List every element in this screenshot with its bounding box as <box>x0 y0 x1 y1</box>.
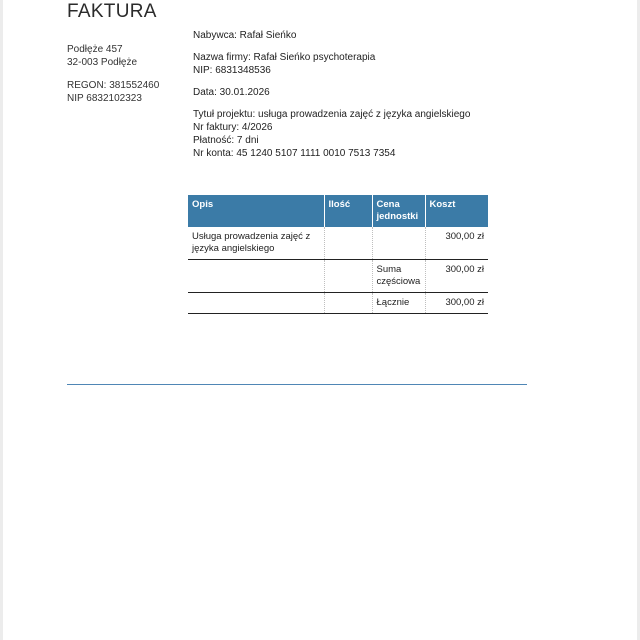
subtotal-empty-2 <box>324 260 372 293</box>
total-empty-1 <box>188 293 324 314</box>
item-cost: 300,00 zł <box>425 227 488 260</box>
table-header-row <box>188 195 488 227</box>
total-empty-2 <box>324 293 372 314</box>
seller-regon: REGON: 381552460 <box>67 80 160 91</box>
seller-nip: NIP 6832102323 <box>67 93 142 104</box>
subtotal-row <box>188 260 488 293</box>
item-quantity <box>324 227 372 260</box>
header-unit-price: Cena jednostki <box>372 195 425 227</box>
header-description: Opis <box>188 195 324 227</box>
buyer-block <box>193 29 470 160</box>
seller-block <box>67 43 159 105</box>
total-label: Łącznie <box>372 293 425 314</box>
buyer-nip: NIP: 6831348536 <box>193 65 271 76</box>
buyer-company: Nazwa firmy: Rafał Sieńko psychoterapia <box>193 52 376 63</box>
subtotal-empty-1 <box>188 260 324 293</box>
document-title: FAKTURA <box>67 1 157 22</box>
header-quantity: Ilość <box>324 195 372 227</box>
total-row <box>188 293 488 314</box>
footer-divider <box>67 384 527 385</box>
subtotal-value: 300,00 zł <box>425 260 488 293</box>
header-cost: Koszt <box>425 195 488 227</box>
invoice-items-table <box>188 195 488 314</box>
subtotal-label: Suma częściowa <box>372 260 425 293</box>
item-description: Usługa prowadzenia zajęć z języka angielskiego <box>188 227 324 260</box>
buyer-name: Nabywca: Rafał Sieńko <box>193 30 297 41</box>
project-title: Tytuł projektu: usługa prowadzenia zajęć z języka angielskiego <box>193 109 471 120</box>
table-row <box>188 227 488 260</box>
bank-account: Nr konta: 45 1240 5107 1111 0010 7513 7354 <box>193 148 396 159</box>
invoice-date: Data: 30.01.2026 <box>193 87 270 98</box>
invoice-number: Nr faktury: 4/2026 <box>193 122 273 133</box>
page-edge-left <box>0 0 3 640</box>
payment-terms: Płatność: 7 dni <box>193 135 259 146</box>
total-value: 300,00 zł <box>425 293 488 314</box>
seller-address-line1: Podłęże 457 <box>67 44 123 55</box>
item-unit-price <box>372 227 425 260</box>
seller-address-line2: 32-003 Podłęże <box>67 57 138 68</box>
